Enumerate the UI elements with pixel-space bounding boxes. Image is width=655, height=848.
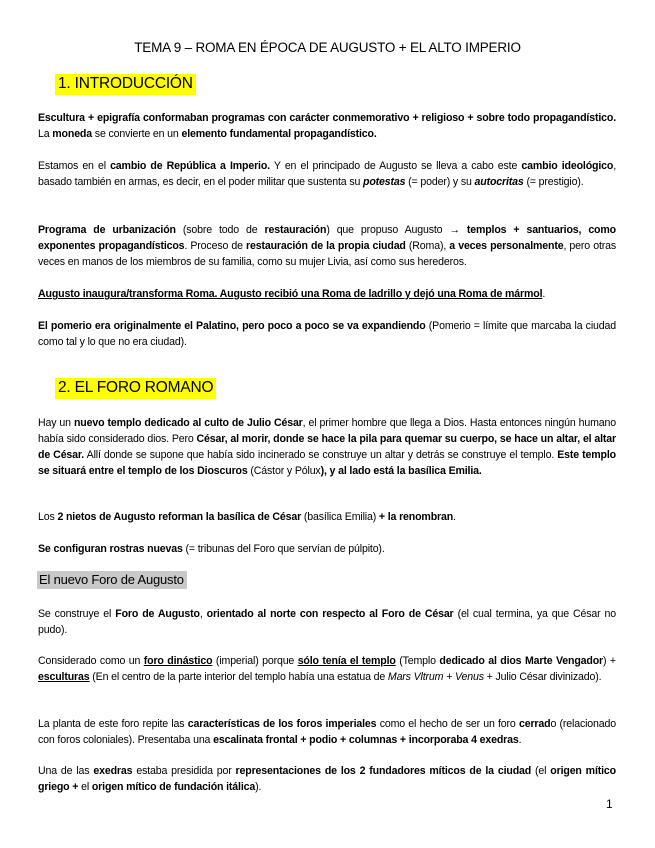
text: .: [518, 734, 522, 746]
text: . Proceso de: [184, 240, 247, 252]
text-bold: 2 nietos de Augusto reforman la basílica de César: [57, 511, 302, 523]
text: + Julio César divinizado).: [483, 671, 602, 683]
text-bold: El pomerio era originalmente el Palatino, pero poco a poco se va expandiendo: [38, 320, 426, 332]
text: o (relacionado con foros coloniales). Presentaba una: [38, 718, 616, 746]
paragraph-cambio-republica: [38, 158, 616, 190]
paragraph-planta-foro: [38, 716, 616, 748]
text: La planta de este foro repite las: [38, 718, 188, 730]
text-bold: cambio de República a Imperio.: [110, 160, 270, 172]
text: Hay un: [38, 417, 74, 429]
text: (el: [531, 765, 551, 777]
text: (basílica Emilia): [301, 511, 379, 523]
paragraph-construye-foro: [38, 606, 616, 638]
text-bold-underlined: Augusto inaugura/transforma Roma. Augusto recibió una Roma de ladrillo y dejó una Roma de mármol: [38, 288, 543, 300]
paragraph-nietos-augusto: [38, 509, 616, 525]
text: (Templo: [395, 655, 440, 667]
text-bold: representaciones de los 2 fundadores míticos de la ciudad: [235, 765, 532, 777]
text: (Cástor y Pólux: [247, 465, 321, 477]
paragraph-rostras: [38, 541, 616, 557]
text-bold: Se configuran rostras nuevas: [38, 543, 183, 555]
text: (= poder) y su: [405, 176, 475, 188]
text-bold: César, al morir, donde se hace la pila para quemar su cuerpo, se hace un altar, el altar de César.: [38, 433, 616, 461]
text-bold: nuevo templo dedicado al culto de Julio César: [73, 417, 303, 429]
text: estaba presidida por: [132, 765, 236, 777]
text-bold: origen mítico griego +: [38, 765, 616, 793]
text-bold: templos + santuarios, como exponentes propagandísticos: [38, 224, 616, 252]
text-bold: exedras: [93, 765, 133, 777]
text: el: [78, 781, 92, 793]
text: (el cual termina, ya que César no pudo).: [38, 608, 617, 636]
paragraph-escultura: [38, 110, 616, 142]
text: ).: [255, 781, 262, 793]
text-bold-italic: potestas: [363, 176, 406, 188]
text-bold: origen mítico de fundación itálica: [91, 781, 256, 793]
text-bold: Programa de urbanización: [38, 224, 176, 236]
text: (sobre todo de: [175, 224, 265, 236]
text-bold: ), y al lado está la basílica Emilia.: [320, 465, 482, 477]
text-bold: elemento fundamental propagandístico.: [181, 128, 377, 140]
subsection-heading-foro-augusto: El nuevo Foro de Augusto: [37, 571, 187, 589]
text-bold: + la renombran: [378, 511, 454, 523]
text: se convierte en un: [92, 128, 182, 140]
text-bold: restauración de la propia ciudad: [246, 240, 406, 252]
text-bold: cerrad: [518, 718, 551, 730]
text-bold: Este templo se situará entre el templo de los Dioscuros: [38, 449, 616, 477]
text: Y en el principado de Augusto se lleva a cabo este: [269, 160, 522, 172]
text-bold: escalinata frontal + podio + columnas + incorporaba 4 exedras: [213, 734, 519, 746]
text: , pero otras veces en manos de los miembros de su familia, como su mujer Livia, así como sus herederos.: [38, 240, 617, 268]
text: (Pomerio = límite que marcaba la ciudad como tal y lo que no era ciudad).: [38, 320, 617, 348]
page-title: TEMA 9 – ROMA EN ÉPOCA DE AUGUSTO + EL ALTO IMPERIO: [134, 40, 521, 55]
paragraph-pomerio: [38, 318, 616, 350]
text: Considerado como un: [38, 655, 144, 667]
text-bold: a veces personalmente: [449, 240, 564, 252]
text: Los: [38, 511, 58, 523]
text: (imperial) porque: [212, 655, 298, 667]
text: Allí donde se supone que había sido incinerado se construye un altar y detrás se construye el templo.: [84, 449, 558, 461]
text-bold: restauración: [264, 224, 327, 236]
paragraph-urbanizacion: [38, 222, 616, 270]
text: La: [38, 128, 53, 140]
text: ) +: [603, 655, 616, 667]
section-heading-introduccion: 1. INTRODUCCIÓN: [55, 74, 196, 95]
text: (Roma),: [405, 240, 450, 252]
text-bold: Foro de Augusto: [115, 608, 200, 620]
text: Una de las: [38, 765, 94, 777]
text: , basado también en armas, es decir, en el poder militar que sustenta su: [38, 160, 616, 188]
text-bold: características de los foros imperiales: [187, 718, 377, 730]
text: .: [453, 511, 456, 523]
paragraph-foro-dinastico: [38, 653, 616, 685]
page-number: 1: [606, 797, 613, 811]
text: como el hecho de ser un foro: [376, 718, 519, 730]
text: (En el centro de la parte interior del templo había una estatua de: [89, 671, 388, 683]
text: (= tribunas del Foro que servían de púlpito).: [182, 543, 385, 555]
text-bold: moneda: [52, 128, 92, 140]
paragraph-exedras: [38, 763, 616, 795]
text-bold: dedicado al dios Marte Vengador: [439, 655, 604, 667]
text: ,: [199, 608, 207, 620]
text: Se construye el: [38, 608, 116, 620]
paragraph-roma-marmol: [38, 286, 616, 302]
text: (= prestigio).: [523, 176, 584, 188]
text: , el primer hombre que llega a Dios. Hasta entonces ningún humano había sido considerado dios. Pero: [38, 417, 617, 445]
text-bold-underlined: esculturas: [38, 671, 90, 683]
text-italic: Mars Vltrum + Venus: [387, 671, 484, 683]
text-bold: Escultura + epigrafía conformaban programas con carácter conmemorativo + religioso + sobre todo propagandístico.: [38, 112, 616, 124]
section-heading-foro-romano: 2. EL FORO ROMANO: [55, 378, 216, 399]
text-bold-underlined: foro dinástico: [143, 655, 213, 667]
text: ) que propuso Augusto →: [326, 224, 467, 236]
text-bold-italic: autocritas: [474, 176, 524, 188]
text: Estamos en el: [38, 160, 111, 172]
text-bold: cambio ideológico: [521, 160, 614, 172]
text-bold: orientado al norte con respecto al Foro de César: [206, 608, 454, 620]
text: .: [542, 288, 546, 300]
paragraph-templo-julio-cesar: [38, 415, 616, 479]
text-bold-underlined: sólo tenía el templo: [297, 655, 396, 667]
